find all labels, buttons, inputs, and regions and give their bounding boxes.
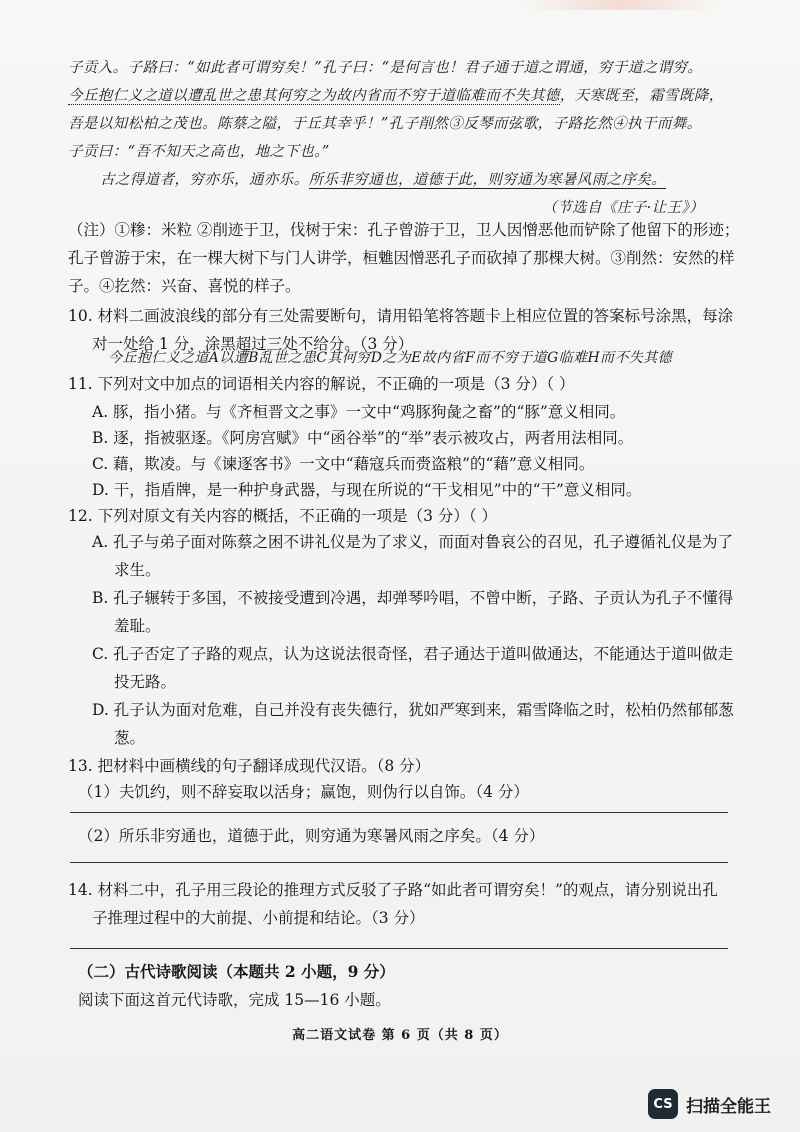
passage-line-2-rest: ，天寒既至，霜雪既降， xyxy=(559,88,724,104)
camscanner-logo-icon: CS xyxy=(648,1089,678,1119)
scan-edge-tint xyxy=(520,0,720,10)
q12-option-a-1: A. 孔子与弟子面对陈蔡之困不讲礼仪是为了求义，而面对鲁哀公的召见，孔子遵循礼仪是为了 xyxy=(92,533,734,551)
notes-line-3: 子。④扢然：兴奋、喜悦的样子。 xyxy=(68,277,301,295)
passage-line-1: 子贡入。子路曰：“如此者可谓穷矣！”孔子曰：“是何言也！君子通于道之谓通，穷于道之谓穷。 xyxy=(68,60,703,76)
notes-line-1 xyxy=(68,216,740,244)
q10-stem-2: 对一处给 1 分，涂黑超过三处不给分。（3 分） xyxy=(92,335,414,353)
passage-line-5 xyxy=(100,166,734,194)
q14-line-2: 子推理过程中的大前提、小前提和结论。（3 分） xyxy=(92,909,425,927)
page-footer: 高二语文试卷 第 6 页（共 8 页） xyxy=(292,1028,508,1043)
q11-stem: 11. 下列对文中加点的词语相关内容的解说，不正确的一项是（3 分）（ ） xyxy=(68,375,575,393)
q11-option-b: B. 逐，指被驱逐。《阿房宫赋》中“函谷举”的“举”表示被攻占，两者用法相同。 xyxy=(92,429,634,447)
q10-stem-1: 10. 材料二画波浪线的部分有三处需要断句，请用铅笔将答题卡上相应位置的答案标号涂黑，每涂 xyxy=(68,307,734,325)
passage-line-3-a: 吾是以知松柏之茂也。陈蔡之 xyxy=(68,116,262,132)
passage-source: （节选自《庄子·让王》） xyxy=(542,200,704,216)
notes-line-1-text: （注）①糁：米粒 ②削迹于卫，伐树于宋：孔子曾游于卫，卫人因憎恶他而铲除了他留下的形迹； xyxy=(68,221,740,239)
answer-line-2 xyxy=(70,862,728,863)
scanner-watermark xyxy=(648,1088,771,1120)
answer-line-3 xyxy=(70,948,728,949)
q13-stem: 13. 把材料中画横线的句子翻译成现代汉语。（8 分） xyxy=(68,757,431,775)
passage-line-5-a: 古之得道者，穷亦乐，通亦乐。 xyxy=(100,172,309,188)
q12-option-d-1: D. 孔子认为面对危难，自己并没有丧失德行，犹如严寒到来，霜雪降临之时，松柏仍然郁郁葱 xyxy=(92,701,734,719)
passage-line-3-c: ，于丘其幸乎！”孔子削然③反琴而弦歌，子路扢然④执干而舞。 xyxy=(276,116,702,132)
q11-option-d: D. 干，指盾牌，是一种护身武器，与现在所说的“干戈相见”中的“干”意义相同。 xyxy=(92,481,642,499)
passage-line-2 xyxy=(68,82,734,110)
q12-stem: 12. 下列对原文有关内容的概括，不正确的一项是（3 分）（ ） xyxy=(68,507,498,525)
q10-marked-sentence: 今丘抱仁义之道A以遭B乱世之患C其何穷D之为E故内省F而不穷于道G临难H而不失其德 xyxy=(108,350,673,366)
answer-line-1 xyxy=(70,812,728,813)
passage-line-3-b: 隘 xyxy=(261,116,277,132)
section-2-intro: 阅读下面这首元代诗歌，完成 15—16 小题。 xyxy=(78,991,391,1009)
scanner-label: 扫描全能王 xyxy=(686,1096,771,1117)
q13-sentence-1: （1）夫饥约，则不辞妄取以活身；赢饱，则伪行以自饰。（4 分） xyxy=(78,783,529,801)
q13-sentence-2: （2）所乐非穷通也，道德于此，则穷通为寒暑风雨之序矣。（4 分） xyxy=(78,827,545,845)
q12-option-a-2: 求生。 xyxy=(114,561,161,579)
passage-line-4: 子贡曰：“吾不知天之高也，地之下也。” xyxy=(68,144,330,160)
q12-option-b-2: 羞耻。 xyxy=(114,617,161,635)
wavy-underlined-sentence: 今丘抱仁义之道以遭乱世之患其何穷之为故内省而不穷于道临难而不失其德 xyxy=(68,88,560,104)
section-2-title: （二）古代诗歌阅读（本题共 2 小题，9 分） xyxy=(78,962,395,981)
q14-line-1: 14. 材料二中，孔子用三段论的推理方式反驳了子路“如此者可谓穷矣！”的观点，请分别说出孔 xyxy=(68,881,718,899)
q12-option-c-1: C. 孔子否定了子路的观点，认为这说法很奇怪，君子通达于道叫做通达，不能通达于道叫做走 xyxy=(92,645,734,663)
passage-line-3 xyxy=(68,110,734,138)
q11-option-a: A. 豚，指小猪。与《齐桓晋文之事》一文中“鸡豚狗彘之畜”的“豚”意义相同。 xyxy=(92,403,626,421)
q12-option-d-2: 葱。 xyxy=(114,729,146,747)
underlined-sentence: 所乐非穷通也，道德于此，则穷通为寒暑风雨之序矣。 xyxy=(308,172,667,188)
notes-line-2: 孔子曾游于宋，在一棵大树下与门人讲学，桓魋因憎恶孔子而砍掉了那棵大树。③削然：安然的样 xyxy=(68,249,735,267)
q12-option-b-1: B. 孔子辗转于多国，不被接受遭到冷遇，却弹琴吟唱，不曾中断，子路、子贡认为孔子不懂得 xyxy=(92,589,734,607)
q12-option-c-2: 投无路。 xyxy=(114,673,177,691)
q11-option-c: C. 藉，欺凌。与《谏逐客书》一文中“藉寇兵而赍盗粮”的“藉”意义相同。 xyxy=(92,455,595,473)
